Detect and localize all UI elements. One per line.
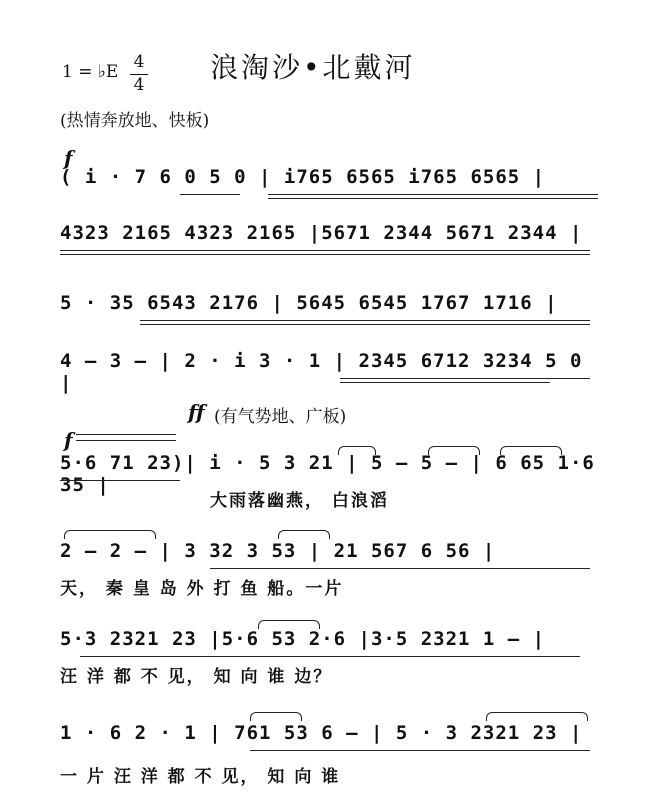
time-denominator: 4 <box>133 75 145 95</box>
lyrics-row-8: 一 片 汪 洋 都 不 见， 知 向 谁 <box>60 767 341 787</box>
beam <box>340 378 590 379</box>
song-title: 浪淘沙•北戴河 <box>210 51 416 84</box>
beam <box>80 656 580 657</box>
notes-row-1: ( i · 7 6 0 5 0 | i765 6565 i765 6565 | <box>60 166 546 188</box>
lyrics-row-6: 天， 秦 皇 岛 外 打 鱼 船。一片 <box>60 579 344 599</box>
beam <box>60 254 590 255</box>
crescendo-line <box>76 434 176 435</box>
notes-row-2: 4323 2165 4323 2165 |5671 2344 5671 2344 | <box>60 222 583 244</box>
beam <box>140 324 590 325</box>
beam <box>268 198 598 199</box>
dynamic-f-2: f <box>64 428 73 452</box>
notes-row-4: 4 – 3 – | 2 · i 3 · 1 | 2345 6712 3234 5 0 | <box>60 350 583 394</box>
beam <box>60 480 180 481</box>
notes-row-5: 5·6 71 23)| i · 5 3 21 | 5 – 5 – | 6 65 1·6 35 | <box>60 452 595 496</box>
beam <box>140 320 590 321</box>
beam <box>210 568 590 569</box>
notes-row-3: 5 · 35 6543 2176 | 5645 6545 1767 1716 | <box>60 292 558 314</box>
key-signature: 1 = ♭E <box>62 62 119 82</box>
tempo-marking-1: (热情奔放地、快板) <box>60 111 210 131</box>
slur <box>278 530 330 539</box>
crescendo-line <box>76 440 176 441</box>
lyrics-row-5: 大雨落幽燕， 白浪滔 <box>210 491 389 511</box>
dynamic-ff: ff <box>188 400 205 424</box>
beam <box>60 250 590 251</box>
slur <box>64 530 156 539</box>
beam <box>268 194 598 195</box>
beam <box>250 750 590 751</box>
beam <box>180 194 240 195</box>
time-signature <box>130 52 148 95</box>
dynamic-f-1: f <box>64 146 73 170</box>
slur <box>486 712 588 721</box>
time-numerator: 4 <box>133 52 145 72</box>
slur <box>250 712 302 721</box>
tempo-marking-2: (有气势地、广板) <box>214 407 347 427</box>
beam <box>340 382 550 383</box>
notes-row-6: 2 – 2 – | 3 32 3 53 | 21 567 6 56 | <box>60 540 496 562</box>
lyrics-row-7: 汪 洋 都 不 见， 知 向 谁 边？ <box>60 667 333 687</box>
notes-row-7: 5·3 2321 23 |5·6 53 2·6 |3·5 2321 1 – | <box>60 628 546 650</box>
notes-row-8: 1 · 6 2 · 1 | 761 53 6 – | 5 · 3 2321 23 | <box>60 722 583 744</box>
